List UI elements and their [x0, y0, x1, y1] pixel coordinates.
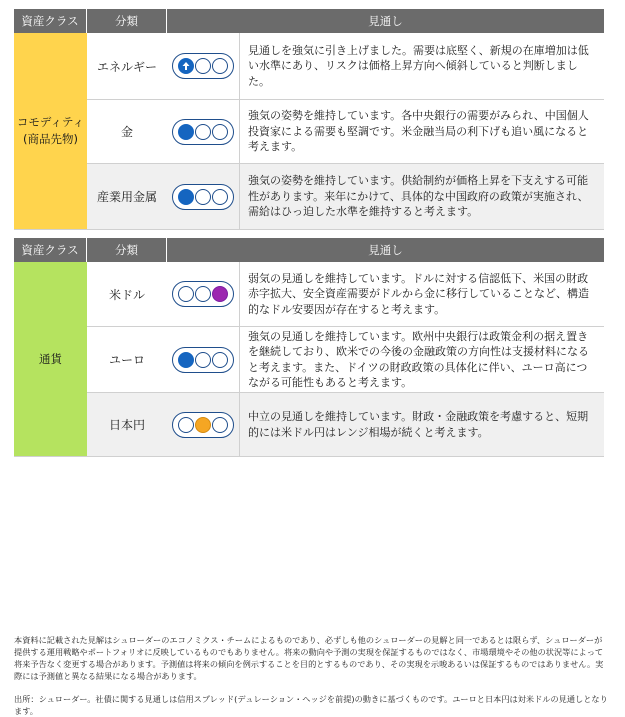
signal-empty-icon: [212, 417, 228, 433]
signal-empty-icon: [195, 352, 211, 368]
signal-empty-icon: [212, 352, 228, 368]
header-outlook: 見通し: [368, 243, 403, 257]
table-row: [87, 163, 604, 229]
signal-indicator: [172, 412, 234, 438]
signal-cell: [167, 327, 239, 392]
category-label: ユーロ: [108, 353, 145, 367]
signal-empty-icon: [195, 124, 211, 140]
header-outlook: 見通し: [368, 14, 403, 28]
signal-bullish-up-icon: [178, 58, 194, 74]
signal-indicator: [172, 281, 234, 307]
signal-bullish-icon: [178, 189, 194, 205]
category-label: 日本円: [87, 393, 167, 456]
signal-empty-icon: [195, 286, 211, 302]
outlook-text: 見通しを強気に引き上げました。需要は底堅く、新規の在庫増加は低い水準にあり、リスクは価格上昇方向へ傾斜していると判断しました。: [239, 33, 604, 99]
signal-neutral-icon: [195, 417, 211, 433]
table-header: [14, 9, 604, 33]
disclaimer-note: 本資料に記載された見解はシュローダーのエコノミクス・チームによるものであり、必ずしも他のシュローダーの見解と同一であるとは限らず、シュローダーが提供する運用戦略やポートフォリオに反映しているものでもありません。将来の動向や予測の実現を保証するものではなく、市場環境やその他の状況等によって将来予告なく変更する場合があります。予測値は将来の傾向を例示することを目的とするものであり、その実現を示唆あるいは保証するものではありません。実際には予測値と異なる結果になる場合があります。: [14, 635, 604, 681]
asset-class-cell: 通貨: [14, 262, 87, 456]
signal-empty-icon: [195, 189, 211, 205]
commodity-table: [14, 9, 604, 230]
header-category: 分類: [87, 9, 167, 33]
arrow-up-icon: [179, 59, 193, 73]
signal-indicator: [172, 347, 234, 373]
table-row: [87, 33, 604, 99]
rows: [87, 262, 604, 456]
signal-empty-icon: [178, 417, 194, 433]
header-asset-class: 資産クラス: [14, 9, 87, 33]
currency-table: [14, 238, 604, 457]
table-body: [14, 33, 604, 230]
category-label: 産業用金属: [87, 164, 167, 229]
signal-cell: [167, 393, 239, 456]
header-asset-class: 資産クラス: [14, 238, 87, 262]
table-body: [14, 262, 604, 457]
signal-empty-icon: [212, 124, 228, 140]
signal-indicator: [172, 119, 234, 145]
signal-empty-icon: [212, 189, 228, 205]
source-note: 出所：シュローダー。社債に関する見通しは信用スプレッド(デュレーション・ヘッジを前提)の動きに基づくものです。ユーロと日本円は対米ドルの見通しとなります。: [14, 694, 608, 716]
outlook-text: 中立の見通しを維持しています。財政・金融政策を考慮すると、短期的には米ドル円はレンジ相場が続くと考えます。: [239, 393, 604, 456]
outlook-text: 強気の見通しを維持しています。欧州中央銀行は政策金利の据え置きを継続しており、欧米での今後の金融政策の方向性は支援材料になると考えます。また、ドイツの財政政策の具体化に伴い、ユーロ高につながる可能性もあると考えます。: [239, 327, 604, 392]
signal-empty-icon: [212, 58, 228, 74]
outlook-text: 弱気の見通しを維持しています。ドルに対する信認低下、米国の財政赤字拡大、安全資産需要がドルから金に移行していることなど、構造的なドル安要因が存在すると考えます。: [239, 262, 604, 326]
signal-cell: [167, 100, 239, 163]
signal-cell: [167, 262, 239, 326]
asset-class-cell: コモディティ (商品先物): [14, 33, 87, 229]
table-row: [87, 326, 604, 392]
signal-empty-icon: [178, 286, 194, 302]
table-header: [14, 238, 604, 262]
rows: [87, 33, 604, 229]
signal-bullish-icon: [178, 352, 194, 368]
header-category: 分類: [87, 238, 167, 262]
signal-cell: [167, 164, 239, 229]
table-row: [87, 99, 604, 163]
signal-indicator: [172, 184, 234, 210]
category-label: エネルギー: [96, 59, 157, 74]
table-row: [87, 262, 604, 326]
signal-empty-icon: [195, 58, 211, 74]
signal-bullish-icon: [178, 124, 194, 140]
signal-indicator: [172, 53, 234, 79]
category-label: 金: [120, 125, 133, 139]
outlook-text: 強気の姿勢を維持しています。供給制約が価格上昇を下支えする可能性があります。来年にかけて、具体的な中国政府の政策が実施され、需給はひっ迫した水準を維持すると考えます。: [239, 164, 604, 229]
table-row: [87, 392, 604, 456]
category-label: 米ドル: [108, 287, 145, 302]
outlook-text: 強気の姿勢を維持しています。各中央銀行の需要がみられ、中国個人投資家による需要も堅調です。米金融当局の利下げも追い風になると考えます。: [239, 100, 604, 163]
signal-cell: [167, 33, 239, 99]
signal-bearish-icon: [212, 286, 228, 302]
